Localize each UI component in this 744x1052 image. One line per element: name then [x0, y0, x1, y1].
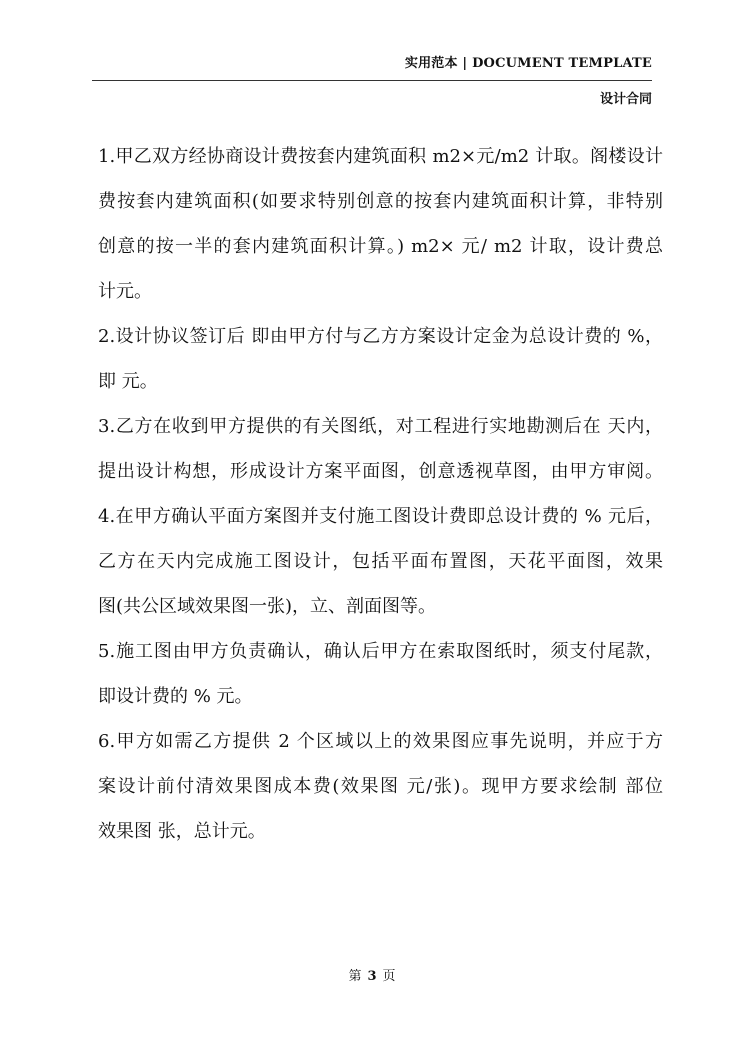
- body-line: 创意的按一半的套内建筑面积计算。) m2× 元/ m2 计取，设计费总: [98, 236, 663, 257]
- header-title: 实用范本 | DOCUMENT TEMPLATE: [404, 56, 652, 71]
- body-line: 6.甲方如需乙方提供 2 个区域以上的效果图应事先说明，并应于方: [98, 731, 663, 752]
- body-line: 3.乙方在收到甲方提供的有关图纸，对工程进行实地勘测后在 天内，: [98, 416, 663, 437]
- header-subtitle: 设计合同: [599, 92, 652, 107]
- body-line: 2.设计协议签订后 即由甲方付与乙方方案设计定金为总设计费的 %，: [98, 326, 663, 347]
- body-line: 图(共公区域效果图一张)，立、剖面图等。: [98, 596, 437, 617]
- page-number: 3: [367, 969, 377, 984]
- body-line: 效果图 张，总计元。: [98, 821, 266, 842]
- body-line: 1.甲乙双方经协商设计费按套内建筑面积 m2×元/m2 计取。阁楼设计: [98, 146, 663, 167]
- body-line: 即 元。: [98, 371, 158, 392]
- body-line: 即设计费的 % 元。: [98, 686, 253, 707]
- body-line: 案设计前付清效果图成本费(效果图 元/张)。现甲方要求绘制 部位: [98, 776, 663, 797]
- body-line: 乙方在天内完成施工图设计，包括平面布置图，天花平面图，效果: [98, 551, 663, 572]
- page-suffix: 页: [382, 969, 396, 984]
- body-line: 计元。: [98, 281, 152, 302]
- body-line: 提出设计构想，形成设计方案平面图，创意透视草图，由甲方审阅。: [98, 461, 663, 482]
- page-prefix: 第: [348, 969, 362, 984]
- document-body: [98, 139, 663, 859]
- header-divider: [92, 80, 652, 81]
- body-line: 4.在甲方确认平面方案图并支付施工图设计费即总设计费的 % 元后，: [98, 506, 663, 527]
- body-line: 5.施工图由甲方负责确认，确认后甲方在索取图纸时，须支付尾款，: [98, 641, 663, 662]
- page-footer: [0, 965, 744, 984]
- body-line: 费按套内建筑面积(如要求特别创意的按套内建筑面积计算，非特别: [98, 191, 663, 212]
